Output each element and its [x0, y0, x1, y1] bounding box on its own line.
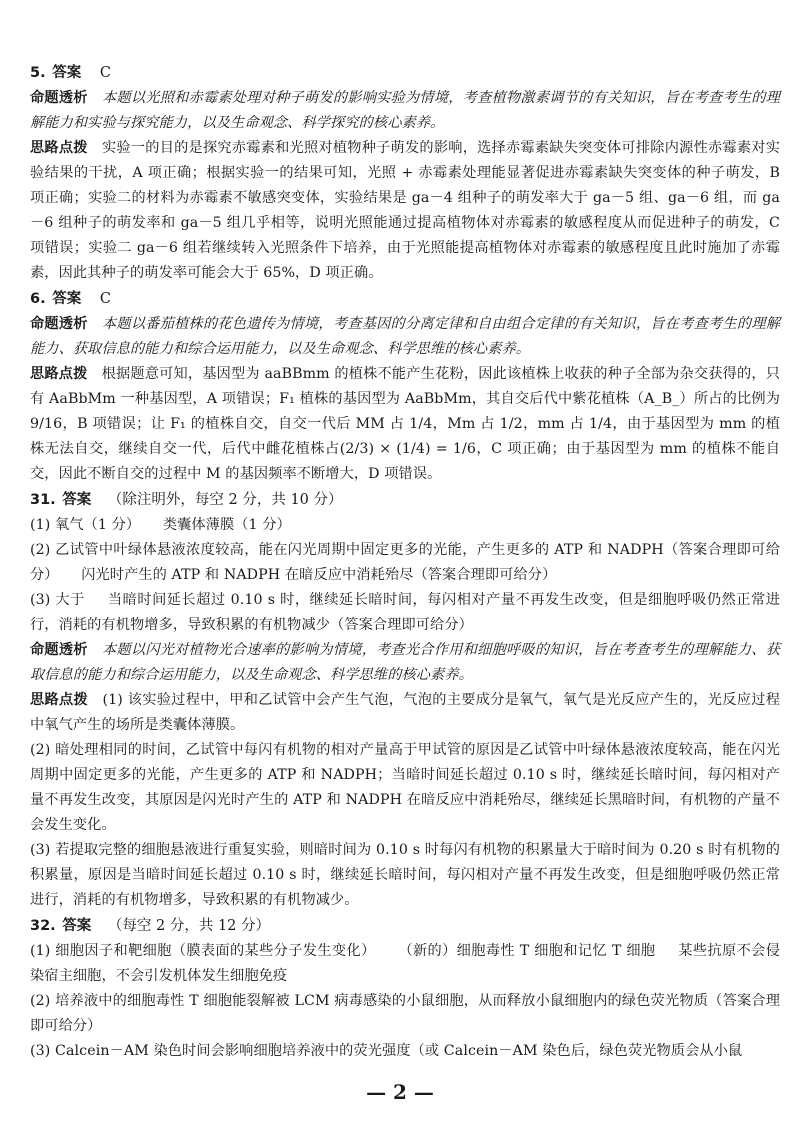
q32-answer-1 — [30, 939, 780, 989]
q31-answer-line — [30, 487, 780, 513]
q5-analysis-label: 命题透析 — [30, 90, 88, 106]
q6-hint — [30, 362, 780, 487]
q31-answer-3 — [30, 588, 780, 638]
q32-score-note: （每空 2 分，共 12 分） — [107, 918, 271, 934]
q6-answer-label: 答案 — [52, 291, 82, 307]
q31-analysis-label: 命题透析 — [30, 642, 88, 658]
q32-a2: (2) 培养液中的细胞毒性 T 细胞能裂解被 LCM 病毒感染的小鼠细胞，从而释放小鼠细胞内的绿色荧光物质（答案合理即可给分） — [30, 993, 780, 1034]
q6-hint-text: 根据题意可知，基因型为 aaBBmm 的植株不能产生花粉，因此该植株上收获的种子全部为杂交获得的，只有 AaBbMm 一种基因型，A 项错误；F₁ 植株的基因型为 AaBbMm，其自交后代中紫花植株（A_B_）所占的比例为 9/16，B 项错误；让 F₁ 的植株自交，自交一代后 MM 占 1/4，Mm 占 1/2，mm 占 1/4，由于基因型为 mm 的植株无法自交，继续自交一代，后代中雌花植株占(2/3) × (1/4) = 1/6，C 项正确；由于基因型为 mm 的植株不能自交，因此不断自交的过程中 M 的基因频率不断增大，D 项错误。 — [30, 366, 781, 482]
q32-answer-label: 答案 — [62, 918, 92, 934]
q31-hint2-text: (2) 暗处理相同的时间，乙试管中每闪有机物的相对产量高于甲试管的原因是乙试管中叶绿体悬液浓度较高，能在闪光周期中固定更多的光能，产生更多的 ATP 和 NADPH；当暗时间延长超过 0.10 s 时，继续延长暗时间，每闪相对产量不再发生改变，其原因是闪光时产生的 ATP 和 NADPH 在暗反应中消耗殆尽，继续延长黑暗时间，有机物的产量不会发生变化。 — [30, 742, 780, 833]
q31-a3b: 当暗时间延长超过 0.10 s 时，继续延长暗时间，每闪相对产量不再发生改变，但是细胞呼吸仍然正常进行，消耗的有机物增多，导致积累的有机物减少（答案合理即可给分） — [30, 592, 780, 633]
q31-hint-3 — [30, 838, 780, 913]
q31-number: 31. — [30, 492, 56, 508]
page-number: — 2 — — [366, 1080, 434, 1104]
q31-answer-2 — [30, 538, 780, 588]
q6-answer-line — [30, 286, 780, 312]
q6-analysis — [30, 312, 780, 362]
q5-hint-text: 实验一的目的是探究赤霉素和光照对植物种子萌发的影响，选择赤霉素缺失突变体可排除内源性赤霉素对实验结果的干扰，A 项正确；根据实验一的结果可知，光照 + 赤霉素处理能显著促进赤霉素缺失突变体的种子萌发，B 项正确；实验二的材料为赤霉素不敏感突变体，实验结果是 ga－4 组种子的萌发率大于 ga－5 组、ga－6 组，而 ga－6 组种子的萌发率和 ga－5 组几乎相等，说明光照能通过提高植物体对赤霉素的敏感程度从而促进种子的萌发，C 项错误；实验二 ga－6 组若继续转入光照条件下培养，由于光照能提高植物体对赤霉素的敏感程度且此时施加了赤霉素，因此其种子的萌发率可能会大于 65%，D 项正确。 — [30, 140, 780, 281]
q31-hint1-text: (1) 该实验过程中，甲和乙试管中会产生气泡，气泡的主要成分是氧气，氧气是光反应产生的，光反应过程中氧气产生的场所是类囊体薄膜。 — [30, 692, 780, 733]
q32-answer-3 — [30, 1039, 780, 1064]
q6-analysis-label: 命题透析 — [30, 316, 88, 332]
q5-answer-line — [30, 60, 780, 86]
q32-number: 32. — [30, 918, 56, 934]
q31-a2b: 闪光时产生的 ATP 和 NADPH 在暗反应中消耗殆尽（答案合理即可给分） — [81, 567, 557, 583]
q31-hint-label: 思路点拨 — [30, 692, 88, 708]
q31-a1: (1) 氧气（1 分） — [30, 517, 141, 533]
q6-answer-value: C — [99, 291, 111, 307]
q5-analysis-text: 本题以光照和赤霉素处理对种子萌发的影响实验为情境，考查植物激素调节的有关知识，旨在考查考生的理解能力和实验与探究能力，以及生命观念、科学探究的核心素养。 — [30, 90, 780, 131]
q32-a3: (3) Calcein－AM 染色时间会影响细胞培养液中的荧光强度（或 Calcein－AM 染色后，绿色荧光物质会从小鼠 — [30, 1043, 743, 1059]
q5-answer-label: 答案 — [52, 65, 82, 81]
q31-score-note: （除注明外，每空 2 分，共 10 分） — [107, 492, 343, 508]
q5-answer-value: C — [99, 65, 111, 81]
q32-a1c: 某些抗原不会侵染宿主细胞，不会引发机体发生细胞免疫 — [30, 943, 780, 984]
q5-hint-label: 思路点拨 — [30, 140, 88, 156]
q6-number: 6. — [30, 291, 46, 307]
q32-answer-2 — [30, 989, 780, 1039]
q6-hint-label: 思路点拨 — [30, 366, 88, 382]
q6-analysis-text: 本题以番茄植株的花色遗传为情境，考查基因的分离定律和自由组合定律的有关知识，旨在考查考生的理解能力、获取信息的能力和综合运用能力，以及生命观念、科学思维的核心素养。 — [30, 316, 780, 357]
q5-hint — [30, 136, 780, 286]
q32-a1: (1) 细胞因子和靶细胞（膜表面的某些分子发生变化） — [30, 943, 376, 959]
q31-a2: (2) 乙试管中叶绿体悬液浓度较高，能在闪光周期中固定更多的光能，产生更多的 ATP 和 NADPH（答案合理即可给分） — [30, 542, 780, 583]
q5-analysis — [30, 86, 780, 136]
q31-a3: (3) 大于 — [30, 592, 85, 608]
q5-number: 5. — [30, 65, 46, 81]
q31-hint3-text: (3) 若提取完整的细胞悬液进行重复实验，则暗时间为 0.10 s 时每闪有机物的积累量大于暗时间为 0.20 s 时有机物的积累量，原因是当暗时间延长超过 0.10 s 时，继续延长暗时间，每闪相对产量不再发生改变，但是细胞呼吸仍然正常进行，消耗的有机物增多，导致积累的有机物减少。 — [30, 842, 780, 908]
q31-analysis — [30, 638, 780, 688]
q31-a1b: 类囊体薄膜（1 分） — [162, 517, 291, 533]
q31-hint-2 — [30, 738, 780, 838]
q31-answer-1 — [30, 513, 780, 538]
q32-a1b: （新的）细胞毒性 T 细胞和记忆 T 细胞 — [398, 943, 656, 959]
q31-answer-label: 答案 — [62, 492, 92, 508]
q31-analysis-text: 本题以闪光对植物光合速率的影响为情境，考查光合作用和细胞呼吸的知识，旨在考查考生的理解能力、获取信息的能力和综合运用能力，以及生命观念、科学思维的核心素养。 — [30, 642, 780, 683]
q32-answer-line — [30, 913, 780, 939]
q31-hint-1 — [30, 688, 780, 738]
answer-page — [30, 60, 780, 1064]
